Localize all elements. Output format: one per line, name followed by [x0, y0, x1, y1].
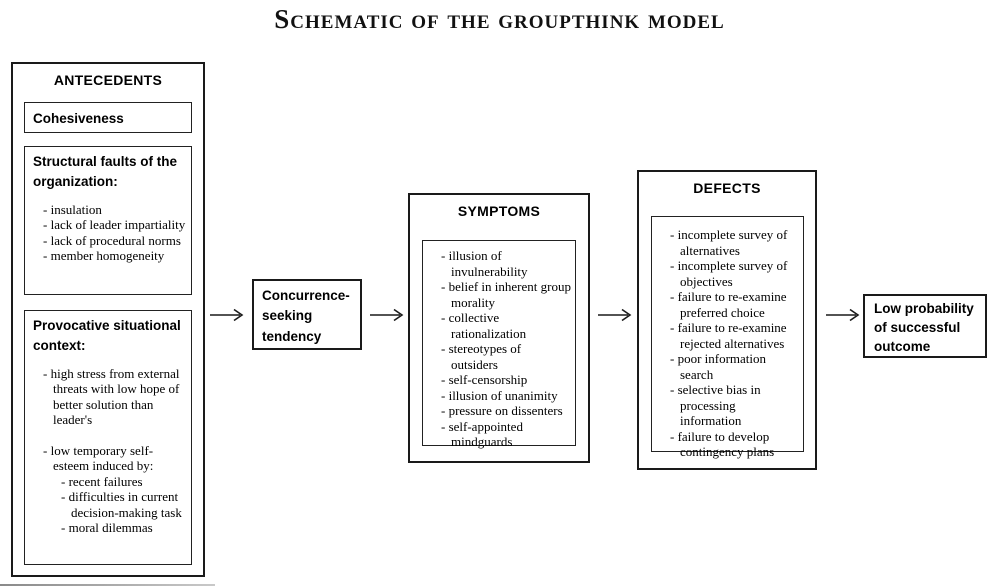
arrow-right-icon — [369, 308, 405, 322]
diagram-title: Schematic of the groupthink model — [274, 4, 725, 34]
arrow-right-icon — [209, 308, 245, 322]
symptoms-list — [423, 241, 575, 454]
list-item: - recent failures — [61, 473, 143, 489]
symptoms-header: SYMPTOMS — [457, 203, 541, 219]
list-item: - belief in inherent group morality — [441, 279, 571, 310]
list-item: - self-appointed mindguards — [441, 418, 523, 449]
cohesiveness-label: Cohesiveness — [33, 111, 124, 126]
list-item: - low temporary self-esteem induced by: — [43, 442, 154, 473]
provocative-context-label: Provocative situational context: — [33, 318, 181, 354]
defects-header: DEFECTS — [693, 180, 761, 196]
scan-artifact-line — [0, 584, 215, 586]
list-item: - collective rationalization — [441, 310, 527, 341]
list-item: - moral dilemmas — [61, 520, 153, 535]
outcome-box — [863, 294, 987, 358]
antecedents-header: ANTECEDENTS — [53, 72, 163, 88]
list-item: - stereotypes of outsiders — [441, 341, 522, 372]
concurrence-box — [252, 279, 362, 350]
provocative-context-box — [24, 310, 192, 565]
list-item: - self-censorship — [441, 372, 528, 387]
list-item: - illusion of invulnerability — [441, 248, 528, 279]
list-item: - incomplete survey of objectives — [670, 258, 788, 289]
list-item: - lack of leader impartiality — [43, 217, 186, 232]
structural-faults-box — [24, 146, 192, 295]
list-item: - selective bias in processing information — [670, 382, 761, 428]
list-item: - insulation — [43, 201, 102, 217]
outcome-label: Low probability of successful outcome — [874, 301, 974, 354]
list-item: - lack of procedural norms — [43, 232, 181, 248]
arrow-right-icon — [597, 308, 633, 322]
list-item: - incomplete survey of alternatives — [670, 227, 788, 258]
defects-list — [652, 217, 803, 464]
list-item: - failure to re-examine rejected alternatives — [670, 320, 787, 351]
structural-faults-list — [25, 198, 191, 268]
list-item: - difficulties in current decision-making task — [61, 489, 182, 520]
list-item: - pressure on dissenters — [441, 403, 563, 418]
concurrence-label: Concurrence-seeking tendency — [262, 288, 350, 344]
list-item: - failure to re-examine preferred choice — [670, 289, 787, 320]
cohesiveness-box — [24, 102, 192, 133]
list-item: - member homogeneity — [43, 248, 165, 263]
arrow-right-icon — [825, 308, 861, 322]
defects-list-box — [651, 216, 804, 459]
symptoms-list-box — [422, 240, 576, 449]
list-item: - poor information search — [670, 351, 767, 382]
structural-faults-label: Structural faults of the organization: — [33, 154, 178, 190]
provocative-context-list — [25, 362, 191, 540]
list-item: - illusion of unanimity — [441, 387, 558, 403]
list-item: - high stress from external threats with low hope of better solution than leader's — [43, 365, 180, 427]
list-item: - failure to develop contingency plans — [670, 428, 775, 459]
